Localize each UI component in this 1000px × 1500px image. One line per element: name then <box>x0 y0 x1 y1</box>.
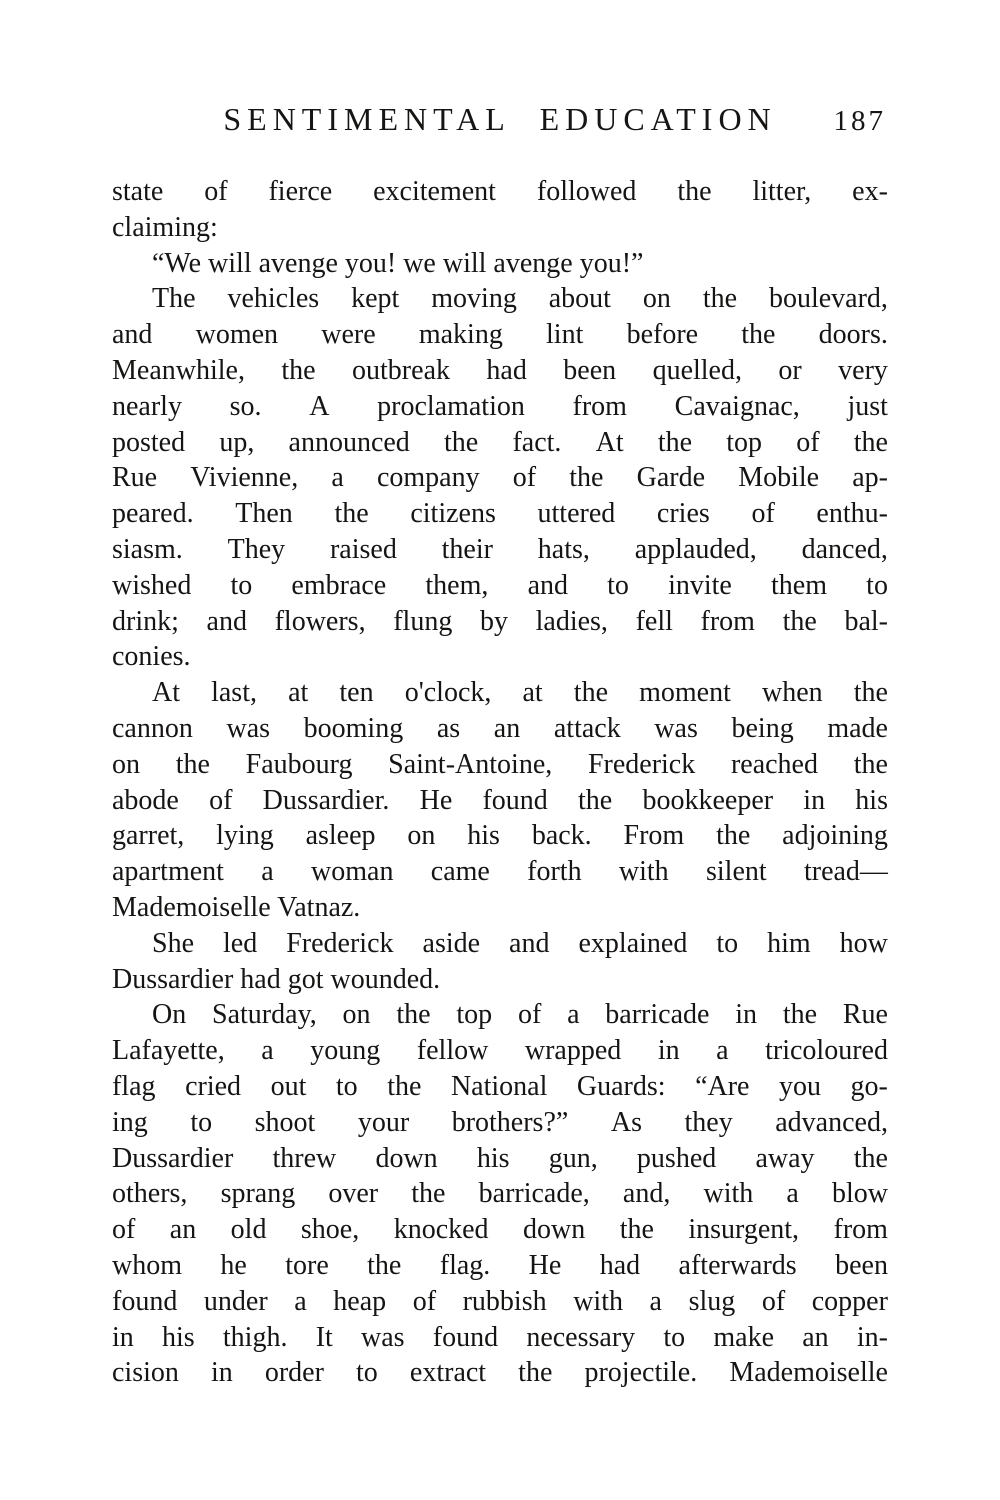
running-title: SENTIMENTAL EDUCATION <box>223 101 777 137</box>
text-line: siasm. They raised their hats, applauded, danced, <box>112 533 888 565</box>
text-line: Dussardier threw down his gun, pushed away the <box>112 1142 888 1174</box>
text-line: ing to shoot your brothers?” As they advanced, <box>112 1106 888 1138</box>
text-line: On Saturday, on the top of a barricade in the Rue <box>152 999 888 1031</box>
text-line: posted up, announced the fact. At the top of the <box>112 426 888 458</box>
text-line: and women were making lint before the doors. <box>112 319 888 351</box>
text-line: She led Frederick aside and explained to him how <box>152 927 888 959</box>
text-line: peared. Then the citizens uttered cries of enthu- <box>112 498 888 530</box>
text-line: nearly so. A proclamation from Cavaignac, just <box>112 390 888 422</box>
text-line: on the Faubourg Saint-Antoine, Frederick reached the <box>112 748 888 780</box>
text-line: state of fierce excitement followed the litter, ex- <box>112 176 888 207</box>
text-line: Mademoiselle Vatnaz. <box>112 891 361 923</box>
page-number: 187 <box>833 105 886 137</box>
text-line: found under a heap of rubbish with a slug of copper <box>112 1285 888 1317</box>
text-line: At last, at ten o'clock, at the moment when the <box>152 677 888 709</box>
text-line: flag cried out to the National Guards: “Are you go- <box>112 1070 888 1102</box>
page-header <box>112 101 888 143</box>
text-line: garret, lying asleep on his back. From the adjoining <box>112 820 888 852</box>
text-line: others, sprang over the barricade, and, with a blow <box>112 1178 888 1210</box>
text-line: cision in order to extract the projectile. Mademoiselle <box>112 1357 888 1389</box>
text-line: Lafayette, a young fellow wrapped in a tricoloured <box>112 1035 888 1067</box>
text-line: The vehicles kept moving about on the boulevard, <box>152 283 888 315</box>
text-line: drink; and flowers, flung by ladies, fell from the bal- <box>112 605 888 637</box>
text-line: claiming: <box>112 211 218 243</box>
text-line: conies. <box>112 641 191 673</box>
text-line: whom he tore the flag. He had afterwards been <box>112 1249 888 1281</box>
page-body-text <box>112 174 888 1391</box>
text-line: in his thigh. It was found necessary to make an in- <box>112 1321 888 1353</box>
text-line: wished to embrace them, and to invite them to <box>112 569 888 601</box>
text-line: abode of Dussardier. He found the bookkeeper in his <box>112 784 888 816</box>
text-line: cannon was booming as an attack was being made <box>112 712 888 744</box>
text-line: Dussardier had got wounded. <box>112 963 441 995</box>
text-line: “We will avenge you! we will avenge you!” <box>152 247 644 279</box>
text-line: apartment a woman came forth with silent tread— <box>112 856 888 888</box>
text-line: of an old shoe, knocked down the insurgent, from <box>112 1214 888 1246</box>
text-line: Meanwhile, the outbreak had been quelled, or very <box>112 354 888 386</box>
text-line: Rue Vivienne, a company of the Garde Mobile ap- <box>112 462 888 494</box>
